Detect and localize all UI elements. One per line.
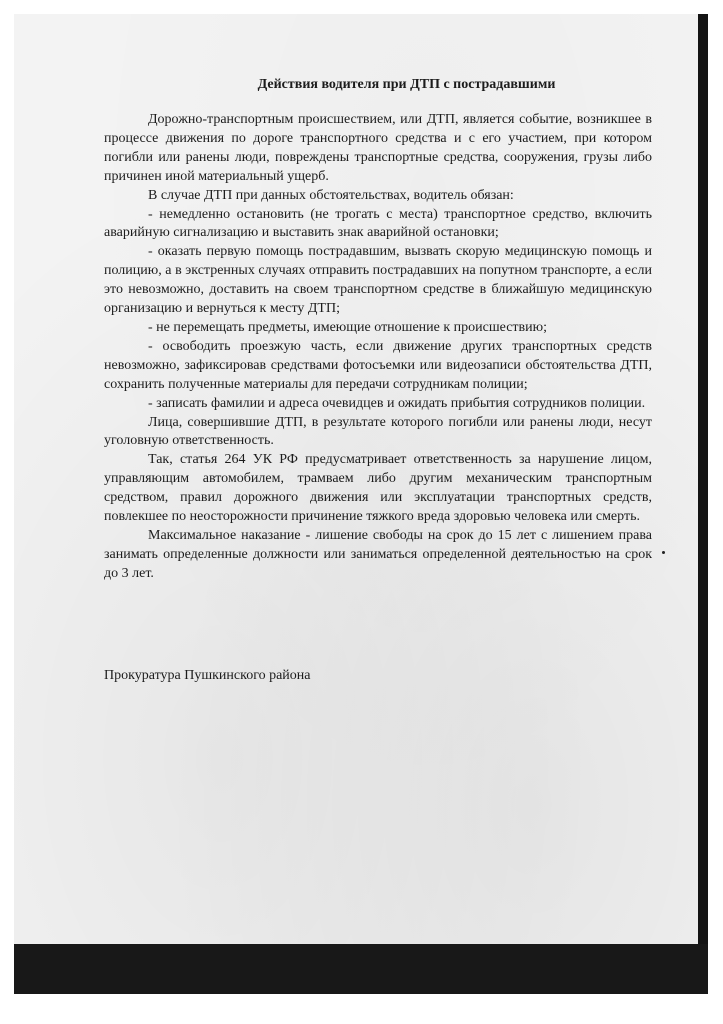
duty-item-witnesses: - записать фамилии и адреса очевидцев и ожидать прибытия сотрудников полиции. xyxy=(148,395,646,411)
paragraph-definition: Дорожно-транспортным происшествием, или ДТП, является событие, возникшее в процессе движения по дороге транспортного средства и с его участием, при котором погибли или ранены люди, повреждены транспортные средства, сооружения, грузы либо причинен иной материальный ущерб. xyxy=(104,112,652,184)
scan-border-bottom xyxy=(14,944,708,994)
paragraph-liability: Лица, совершившие ДТП, в результате которого погибли или ранены люди, несут уголовную ответственность. xyxy=(104,414,652,449)
paragraph-article-264: Так, статья 264 УК РФ предусматривает ответственность за нарушение лицом, управляющим автомобилем, трамваем либо другим механическим транспортным средством, правил дорожного движения или эксплуатации транспортных средств, повлекшее по неосторожности причинение тяжкого вреда здоровью человека или смерть. xyxy=(104,452,652,525)
document-body xyxy=(104,111,652,584)
scan-border-right xyxy=(698,14,708,994)
duty-item-first-aid: - оказать первую помощь пострадавшим, вызвать скорую медицинскую помощь и полицию, а в экстренных случаях отправить пострадавших на попутном транспорте, а если это невозможно, доставить на своем транспортном средстве в ближайшую медицинскую организацию и вернуться к месту ДТП; xyxy=(104,244,652,317)
duty-item-stop: - немедленно остановить (не трогать с места) транспортное средство, включить аварийную сигнализацию и выставить знак аварийной остановки; xyxy=(104,206,652,241)
scan-speck xyxy=(662,551,665,554)
duty-item-no-move: - не перемещать предметы, имеющие отношение к происшествию; xyxy=(148,319,547,335)
document-title: Действия водителя при ДТП с пострадавшими xyxy=(257,77,556,92)
paragraph-penalty: Максимальное наказание - лишение свободы на срок до 15 лет с лишением права занимать определенные должности или заниматься определенной деятельностью на срок до 3 лет. xyxy=(104,527,652,581)
duty-item-clear-road: - освободить проезжую часть, если движение других транспортных средств невозможно, зафиксировав средствами фотосъемки или видеозаписи обстоятельства ДТП, сохранить полученные материалы для передачи сотрудникам полиции; xyxy=(104,338,652,392)
signature-line: Прокуратура Пушкинского района xyxy=(104,668,311,683)
paragraph-duties-intro: В случае ДТП при данных обстоятельствах, водитель обязан: xyxy=(148,187,514,203)
